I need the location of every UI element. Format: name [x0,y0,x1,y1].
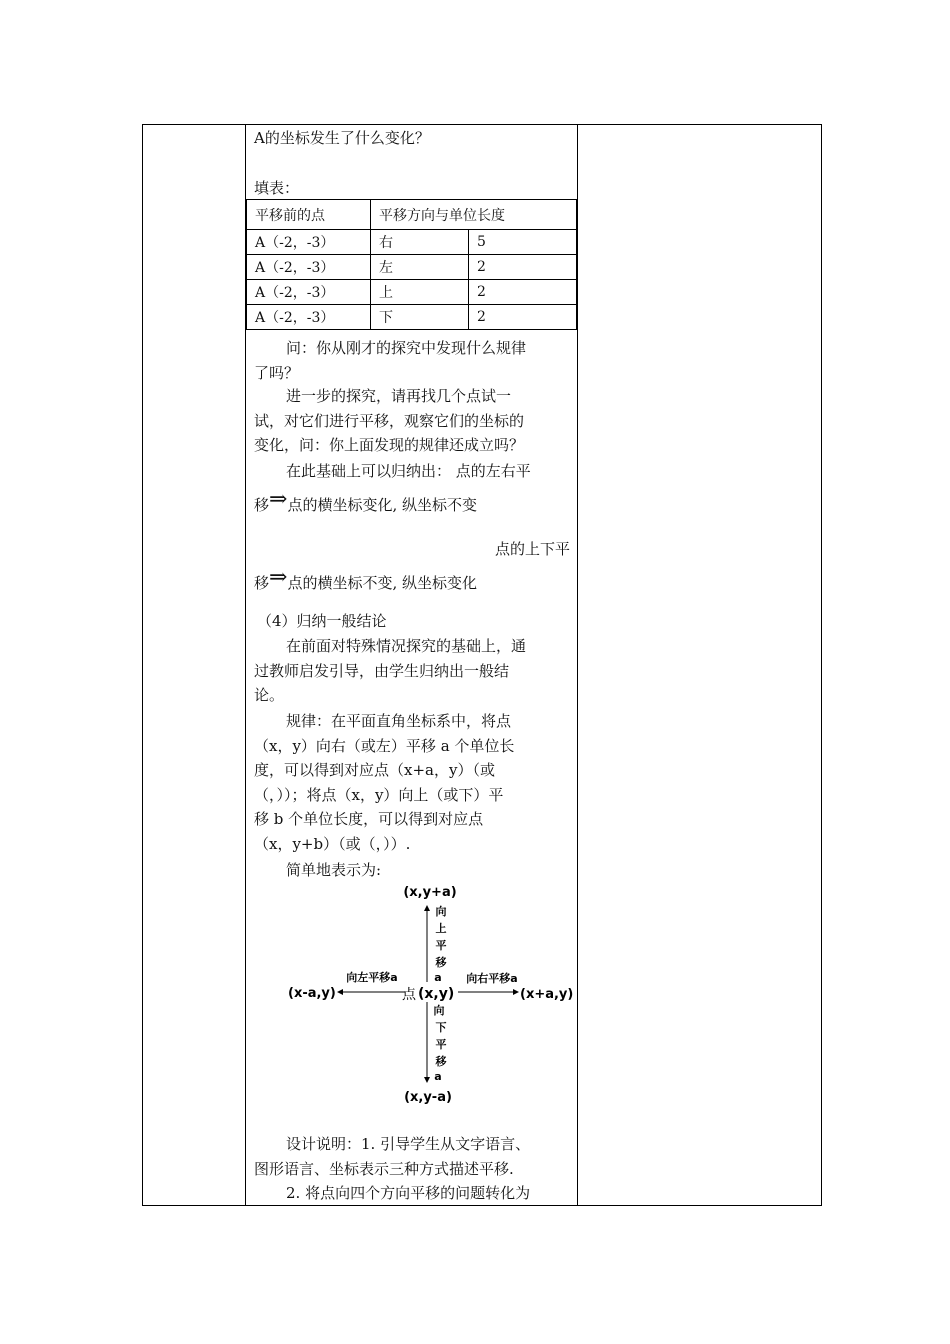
cell-point: A（-2，-3） [247,280,371,305]
general-paragraph: 在前面对特殊情况探究的基础上，通 过教师启发引导，由学生归纳出一般结 论。 [254,637,527,704]
cell-length: 2 [469,305,577,330]
center-prefix: 点 [402,987,416,1003]
down-label-char: 下 [435,1021,447,1034]
explore-paragraph: 进一步的探究，请再找几个点试一 试，对它们进行平移，观察它们的坐标的 变化，问：你上面发现的规律还成立吗？ [254,387,525,454]
cell-direction: 左 [371,255,469,280]
translation-diagram [280,880,580,1110]
design-note: 设计说明：1. 引导学生从文字语言、 图形语言、坐标表示三种方式描述平移. 2. 将点向四个方向平移的问题转化为 [254,1135,531,1202]
summary-paragraph: 在此基础上可以归纳出： 点的左右平 移⇒点的横坐标变化, 纵坐标不变 点的上下平 移⇒点的横坐标不变, 纵坐标变化 [254,462,570,592]
cell-direction: 上 [371,280,469,305]
up-label-char: 平 [435,939,447,952]
down-label-char: a [434,1070,442,1083]
up-label-char: a [434,971,442,984]
translation-table [246,199,577,330]
up-label-char: 移 [435,956,447,969]
cell-point: A（-2，-3） [247,230,371,255]
implies-arrow-icon: ⇒ [269,564,288,590]
right-point-label: (x+a,y) [520,987,574,1002]
top-point-label: (x,y+a) [403,885,457,900]
cell-point: A（-2，-3） [247,255,371,280]
fill-table-label: 填表： [254,179,300,197]
table-header-row [247,200,577,230]
top-question: A的坐标发生了什么变化？ [254,129,430,147]
section-4-title: （4）归纳一般结论 [257,612,387,630]
header-direction-length: 平移方向与单位长度 [371,200,577,230]
down-label-char: 向 [433,1004,445,1017]
down-label-char: 平 [435,1038,447,1051]
right-move-label: 向右平移a [466,972,518,985]
header-point: 平移前的点 [247,200,371,230]
cell-length: 2 [469,280,577,305]
cell-length: 2 [469,255,577,280]
table-row [247,230,577,255]
table-row [247,305,577,330]
question-paragraph: 问：你从刚才的探究中发现什么规律 了吗？ [254,339,527,382]
left-move-label: 向左平移a [346,971,398,984]
cell-direction: 下 [371,305,469,330]
down-label-char: 移 [435,1055,447,1068]
implies-arrow-icon: ⇒ [269,486,288,512]
left-point-label: (x-a,y) [288,986,336,1001]
cell-length: 5 [469,230,577,255]
cell-direction: 右 [371,230,469,255]
center-point-label: (x,y) [418,986,455,1002]
simple-label: 简单地表示为: [286,861,382,879]
rule-paragraph: 规律：在平面直角坐标系中，将点 （x，y）向右（或左）平移 a 个单位长 度，可以得到对应点（x+a，y）（或 （，））；将点（x，y）向上（或下）平 移 b 个单位长度，可以得到对应点 （x，y+b）（或（，））. [254,712,515,853]
table-row [247,280,577,305]
up-label-char: 向 [435,905,447,918]
up-label-char: 上 [435,922,447,935]
bottom-point-label: (x,y-a) [404,1090,452,1105]
cell-point: A（-2，-3） [247,305,371,330]
table-row [247,255,577,280]
